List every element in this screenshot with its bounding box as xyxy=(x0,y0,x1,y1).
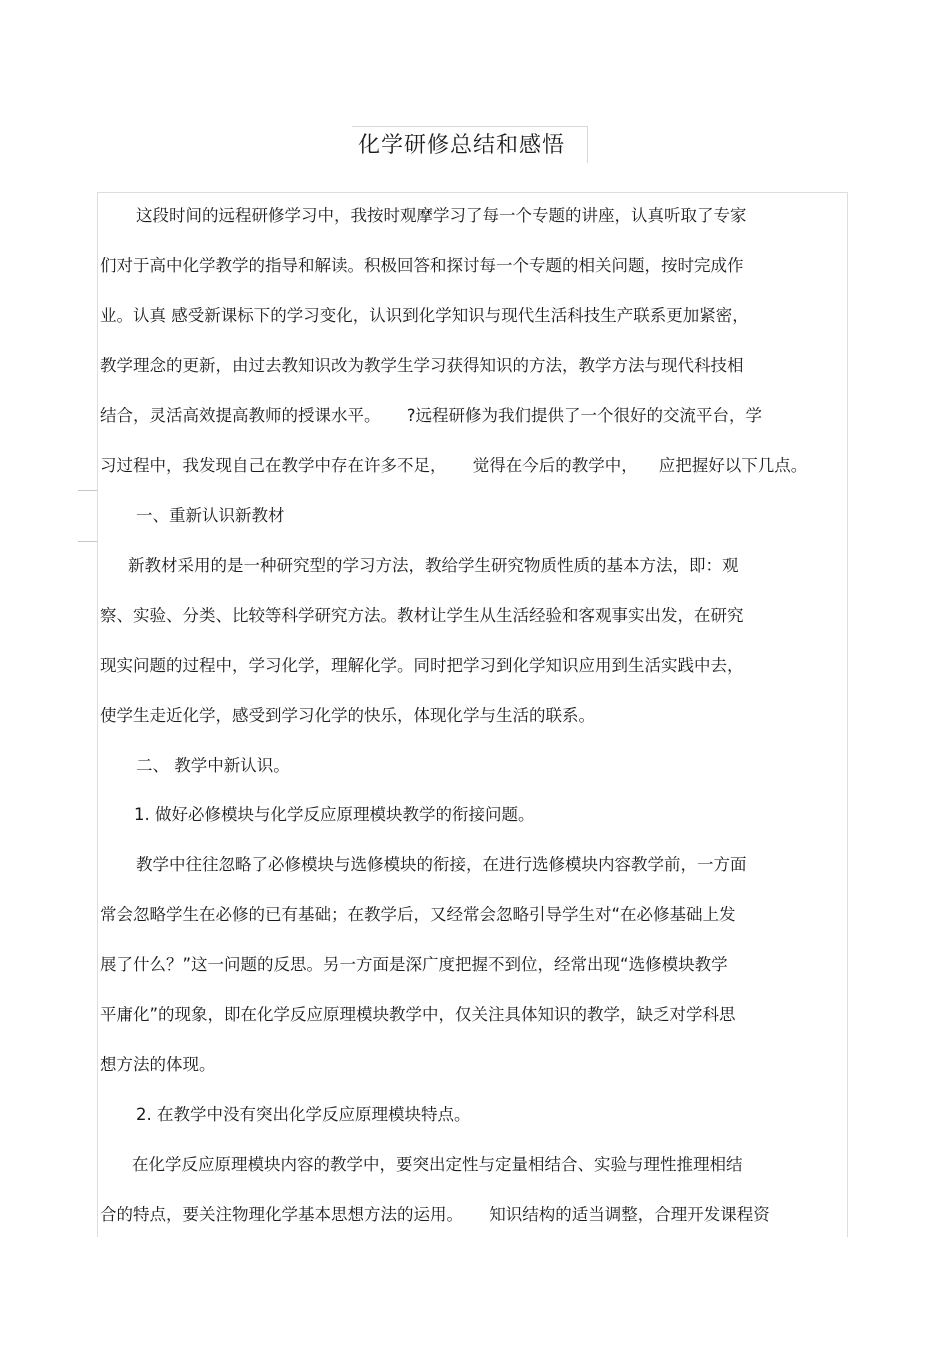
subsection-heading: 1. 做好必修模块与化学反应原理模块教学的衔接问题。 xyxy=(134,805,535,824)
page-title: 化学研修总结和感悟 xyxy=(358,133,566,158)
text-line: 在化学反应原理模块内容的教学中，要突出定性与定量相结合、实验与理性推理相结 xyxy=(132,1155,743,1174)
margin-notch xyxy=(78,490,97,491)
section-heading: 一、重新认识新教材 xyxy=(136,506,285,525)
section-heading: 二、 教学中新认识。 xyxy=(136,756,290,775)
text-line: 结合，灵活高效提高教师的授课水平。 ?远程研修为我们提供了一个很好的交流平台，学 xyxy=(100,406,762,425)
text-line: 常会忽略学生在必修的已有基础；在教学后，又经常会忽略引导学生对“在必修基础上发 xyxy=(100,905,736,924)
text-line: 这段时间的远程研修学习中，我按时观摩学习了每一个专题的讲座，认真听取了专家 xyxy=(136,206,747,225)
frame-left-border xyxy=(97,192,98,1237)
text-line: 平庸化”的现象，即在化学反应原理模块教学中，仅关注具体知识的教学，缺乏对学科思 xyxy=(100,1005,736,1024)
text-line: 展了什么？”这一问题的反思。另一方面是深广度把握不到位，经常出现“选修模块教学 xyxy=(100,955,728,974)
frame-top-border xyxy=(97,192,848,193)
text-line: 教学理念的更新，由过去教知识改为教学生学习获得知识的方法，教学方法与现代科技相 xyxy=(100,356,744,375)
frame-right-border xyxy=(847,192,848,1237)
text-line: 合的特点，要关注物理化学基本思想方法的运用。 知识结构的适当调整，合理开发课程资 xyxy=(100,1205,770,1224)
subsection-heading: 2. 在教学中没有突出化学反应原理模块特点。 xyxy=(136,1105,471,1124)
text-line: 们对于高中化学教学的指导和解读。积极回答和探讨每一个专题的相关问题，按时完成作 xyxy=(100,256,744,275)
text-line: 教学中往往忽略了必修模块与选修模块的衔接，在进行选修模块内容教学前，一方面 xyxy=(136,855,747,874)
text-line: 现实问题的过程中，学习化学，理解化学。同时把学习到化学知识应用到生活实践中去， xyxy=(100,656,744,675)
text-line: 新教材采用的是一种研究型的学习方法，教给学生研究物质性质的基本方法，即：观 xyxy=(128,556,739,575)
text-line: 业。认真 感受新课标下的学习变化，认识到化学知识与现代生活科技生产联系更加紧密， xyxy=(100,306,749,325)
text-line: 察、实验、分类、比较等科学研究方法。教材让学生从生活经验和客观事实出发，在研究 xyxy=(100,606,744,625)
margin-notch xyxy=(78,541,97,542)
text-line: 想方法的体现。 xyxy=(100,1055,216,1074)
text-line: 使学生走近化学，感受到学习化学的快乐，体现化学与生活的联系。 xyxy=(100,706,595,725)
text-line: 习过程中，我发现自己在教学中存在许多不足， 觉得在今后的教学中， 应把握好以下几点。 xyxy=(100,456,808,475)
